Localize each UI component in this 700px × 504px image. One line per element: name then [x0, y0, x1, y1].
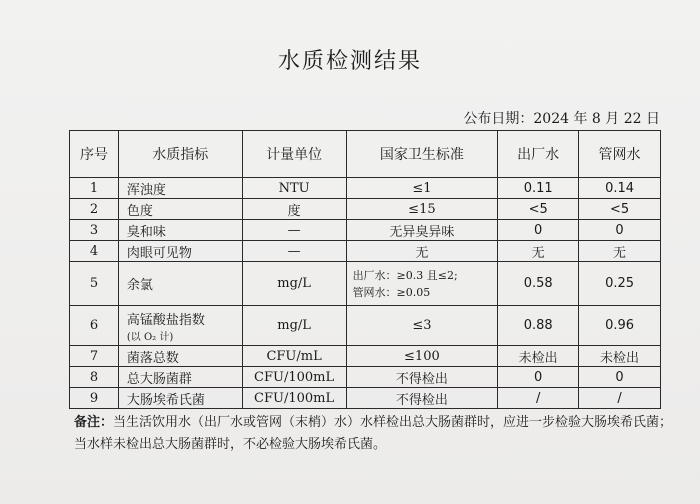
cell-standard: 无: [346, 241, 498, 262]
cell-standard: [346, 262, 498, 306]
cell-indicator: 总大肠菌群: [118, 367, 242, 388]
cell-factory: 无: [498, 241, 579, 262]
cell-no: 1: [70, 178, 119, 199]
cell-indicator: 大肠埃希氏菌: [118, 388, 242, 409]
cell-indicator: 臭和味: [118, 220, 242, 241]
table-header-row: [70, 131, 661, 178]
cell-network: /: [579, 388, 661, 409]
header-factory-water: 出厂水: [498, 131, 579, 178]
footnote-label: 备注：: [74, 415, 114, 430]
cell-no: 3: [70, 220, 119, 241]
cell-standard: 不得检出: [346, 367, 498, 388]
cell-factory: 0: [498, 367, 579, 388]
cell-factory: <5: [498, 199, 579, 220]
header-unit: 计量单位: [242, 131, 346, 178]
cell-no: 5: [70, 262, 119, 306]
cell-unit: CFU/mL: [242, 346, 346, 367]
cell-factory: /: [498, 388, 579, 409]
table-row: [70, 199, 661, 220]
cell-network: 0.25: [579, 262, 661, 306]
header-no: 序号: [70, 131, 119, 178]
cell-no: 4: [70, 241, 119, 262]
cell-unit: NTU: [242, 178, 346, 199]
cell-no: 8: [70, 367, 119, 388]
cell-unit: —: [242, 241, 346, 262]
cell-network: <5: [579, 199, 661, 220]
cell-network: 0.96: [579, 306, 661, 346]
cell-unit: mg/L: [242, 306, 346, 346]
header-network-water: 管网水: [579, 131, 661, 178]
cell-factory: 0.58: [498, 262, 579, 306]
indicator-subnote: (以 O₂ 计): [126, 331, 174, 343]
cell-no: 2: [70, 199, 119, 220]
publish-date: 公布日期：2024 年 8 月 22 日: [463, 111, 660, 127]
cell-standard: ≤15: [346, 199, 498, 220]
cell-indicator: [118, 306, 242, 346]
document-title: 水质检测结果: [277, 49, 422, 74]
table-row: [70, 262, 661, 306]
cell-indicator: 色度: [118, 199, 242, 220]
cell-no: 6: [70, 306, 119, 346]
footnote-text: 当生活饮用水（出厂水或管网（末梢）水）水样检出总大肠菌群时，应进一步检验大肠埃希氏菌；当水样未检出总大肠菌群时，不必检验大肠埃希氏菌。: [74, 415, 673, 452]
cell-factory: 0: [498, 220, 579, 241]
standard-line-network: 管网水：≥0.05: [352, 285, 431, 299]
cell-network: 0: [579, 220, 661, 241]
cell-standard: ≤1: [346, 178, 498, 199]
cell-indicator: 余氯: [118, 262, 242, 306]
table-row: [70, 306, 661, 346]
cell-standard: ≤3: [346, 306, 498, 346]
cell-indicator: 菌落总数: [118, 346, 242, 367]
cell-standard: 不得检出: [346, 388, 498, 409]
header-standard: 国家卫生标准: [346, 131, 498, 178]
cell-factory: 0.11: [498, 178, 579, 199]
table-row: [70, 346, 661, 367]
cell-network: 未检出: [579, 346, 661, 367]
cell-no: 9: [70, 388, 119, 409]
standard-line-factory: 出厂水：≥0.3 且≤2;: [352, 268, 458, 282]
cell-factory: 0.88: [498, 306, 579, 346]
cell-no: 7: [70, 346, 119, 367]
water-quality-table: [69, 130, 661, 409]
cell-unit: mg/L: [242, 262, 346, 306]
cell-indicator: 浑浊度: [118, 178, 242, 199]
table-row: [70, 367, 661, 388]
cell-network: 0: [579, 367, 661, 388]
table-row: [70, 241, 661, 262]
cell-unit: CFU/100mL: [242, 367, 346, 388]
cell-network: 无: [579, 241, 661, 262]
table-row: [70, 220, 661, 241]
cell-standard: 无异臭异味: [346, 220, 498, 241]
header-indicator: 水质指标: [118, 131, 242, 178]
cell-indicator: 肉眼可见物: [118, 241, 242, 262]
cell-unit: 度: [242, 199, 346, 220]
cell-unit: CFU/100mL: [242, 388, 346, 409]
table-row: [70, 178, 661, 199]
indicator-name: 高锰酸盐指数: [126, 312, 205, 328]
footnote: [74, 412, 674, 456]
cell-standard: ≤100: [346, 346, 498, 367]
table-row: [70, 388, 661, 409]
cell-factory: 未检出: [498, 346, 579, 367]
cell-network: 0.14: [579, 178, 661, 199]
cell-unit: —: [242, 220, 346, 241]
